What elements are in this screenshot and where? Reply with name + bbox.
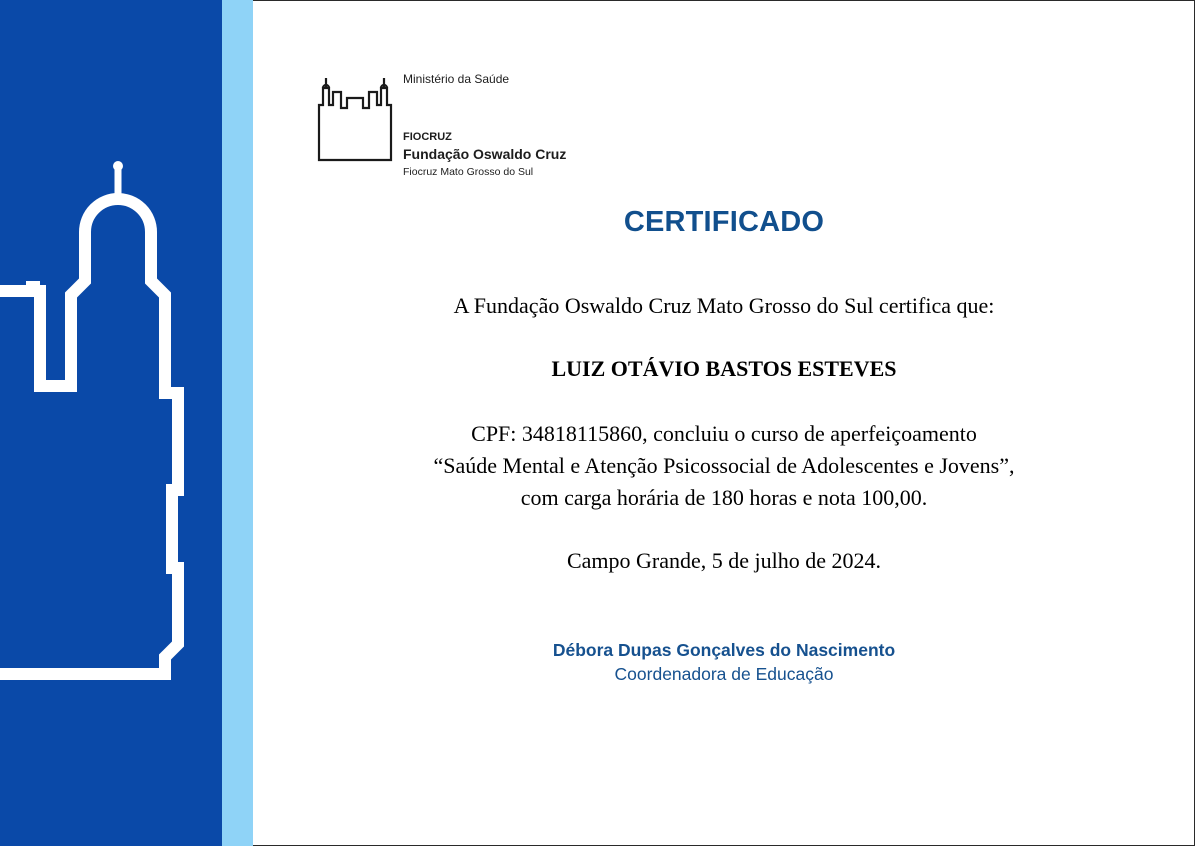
org-short-name: FIOCRUZ	[403, 131, 452, 143]
signer-name: Débora Dupas Gonçalves do Nascimento	[552, 640, 896, 660]
certificate-body-line-2: “Saúde Mental e Atenção Psicossocial de Adolescentes e Jovens”,	[433, 453, 1015, 478]
ministry-name: Ministério da Saúde	[403, 72, 510, 86]
certificate-title: CERTIFICADO	[623, 206, 825, 238]
fiocruz-castle-logo-icon	[315, 70, 395, 165]
certificate-body-line-1: CPF: 34818115860, concluiu o curso de aperfeiçoamento	[471, 421, 977, 446]
castle-silhouette-icon	[0, 0, 253, 846]
fiocruz-logo-block	[315, 70, 615, 185]
certificate-body-line-3: com carga horária de 180 horas e nota 100,00.	[520, 485, 928, 510]
org-unit-name: Fiocruz Mato Grosso do Sul	[403, 166, 534, 178]
place-and-date: Campo Grande, 5 de julho de 2024.	[566, 548, 882, 573]
recipient-name: LUIZ OTÁVIO BASTOS ESTEVES	[551, 356, 897, 381]
org-full-name: Fundação Oswaldo Cruz	[403, 146, 567, 162]
certificate-intro: A Fundação Oswaldo Cruz Mato Grosso do Sul certifica que:	[453, 293, 995, 318]
signer-role: Coordenadora de Educação	[614, 664, 834, 684]
